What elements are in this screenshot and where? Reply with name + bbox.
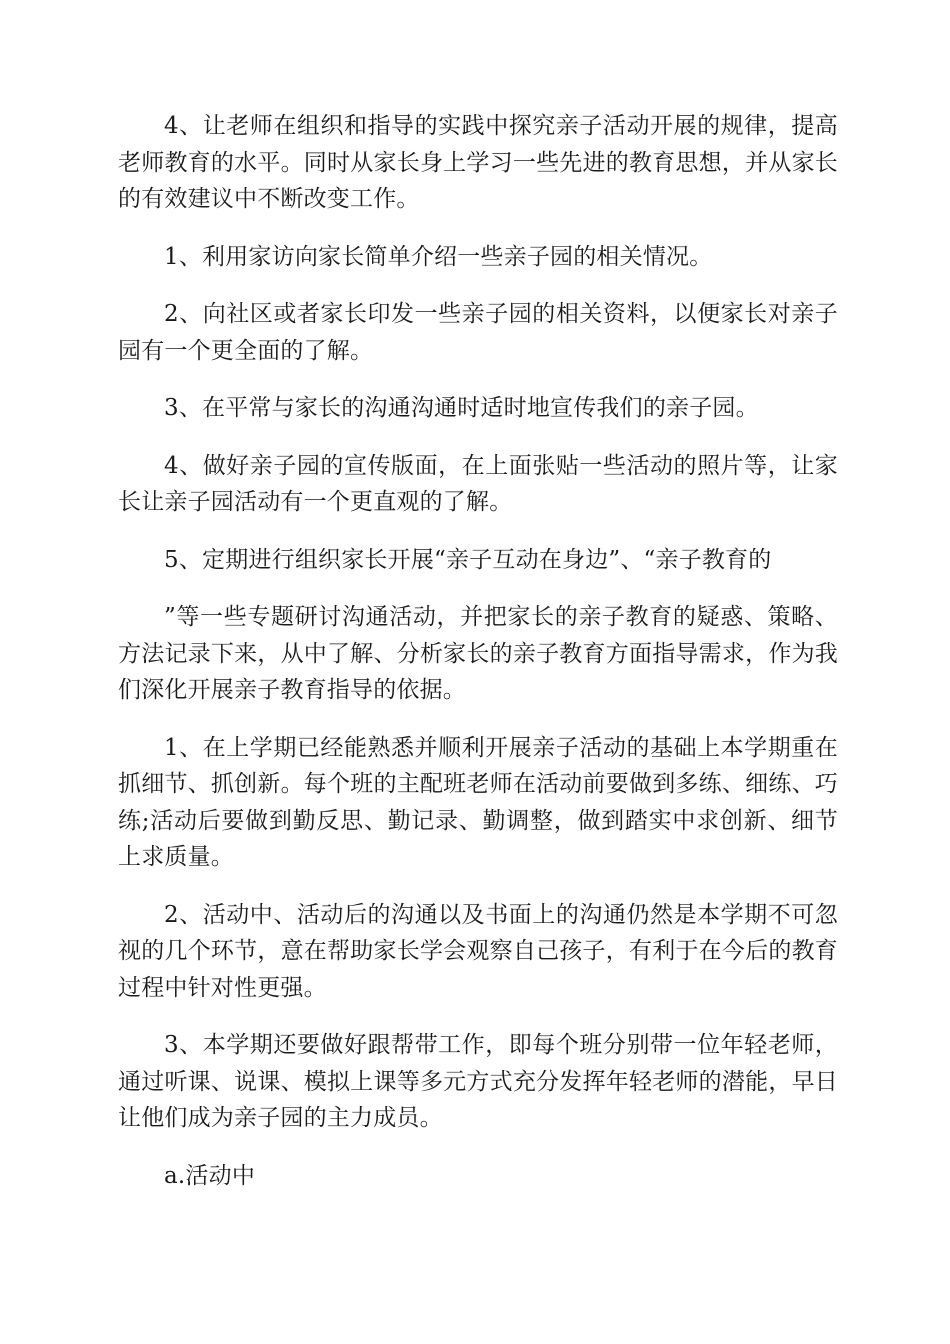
paragraph: ”等一些专题研讨沟通活动，并把家长的亲子教育的疑惑、策略、方法记录下来，从中了解、分析家长的亲子教育方面指导需求，作为我们深化开展亲子教育指导的依据。 — [118, 604, 838, 703]
paragraph: 4、做好亲子园的宣传版面，在上面张贴一些活动的照片等，让家长让亲子园活动有一个更直观的了解。 — [118, 452, 838, 515]
paragraph: a.活动中 — [164, 1162, 256, 1189]
paragraph: 2、向社区或者家长印发一些亲子园的相关资料，以便家长对亲子园有一个更全面的了解。 — [118, 301, 838, 364]
paragraph: 3、在平常与家长的沟通沟通时适时地宣传我们的亲子园。 — [164, 395, 759, 421]
paragraph: 4、让老师在组织和指导的实践中探究亲子活动开展的规律，提高老师教育的水平。同时从家长身上学习一些先进的教育思想，并从家长的有效建议中不断改变工作。 — [118, 113, 838, 212]
paragraph: 2、活动中、活动后的沟通以及书面上的沟通仍然是本学期不可忽视的几个环节，意在帮助家长学会观察自己孩子，有利于在今后的教育过程中针对性更强。 — [118, 901, 838, 1001]
document-body — [118, 108, 838, 1194]
paragraph: 5、定期进行组织家长开展“亲子互动在身边”、“亲子教育的 — [164, 546, 772, 573]
paragraph: 1、在上学期已经能熟悉并顺利开展亲子活动的基础上本学期重在抓细节、抓创新。每个班的主配班老师在活动前要做到多练、细练、巧练;活动后要做到勤反思、勤记录、勤调整，做到踏实中求创新、细节上求质量。 — [118, 734, 838, 870]
paragraph: 1、利用家访向家长简单介绍一些亲子园的相关情况。 — [164, 243, 713, 270]
paragraph: 3、本学期还要做好跟帮带工作，即每个班分别带一位年轻老师，通过听课、说课、模拟上课等多元方式充分发挥年轻老师的潜能，早日让他们成为亲子园的主力成员。 — [118, 1032, 838, 1131]
